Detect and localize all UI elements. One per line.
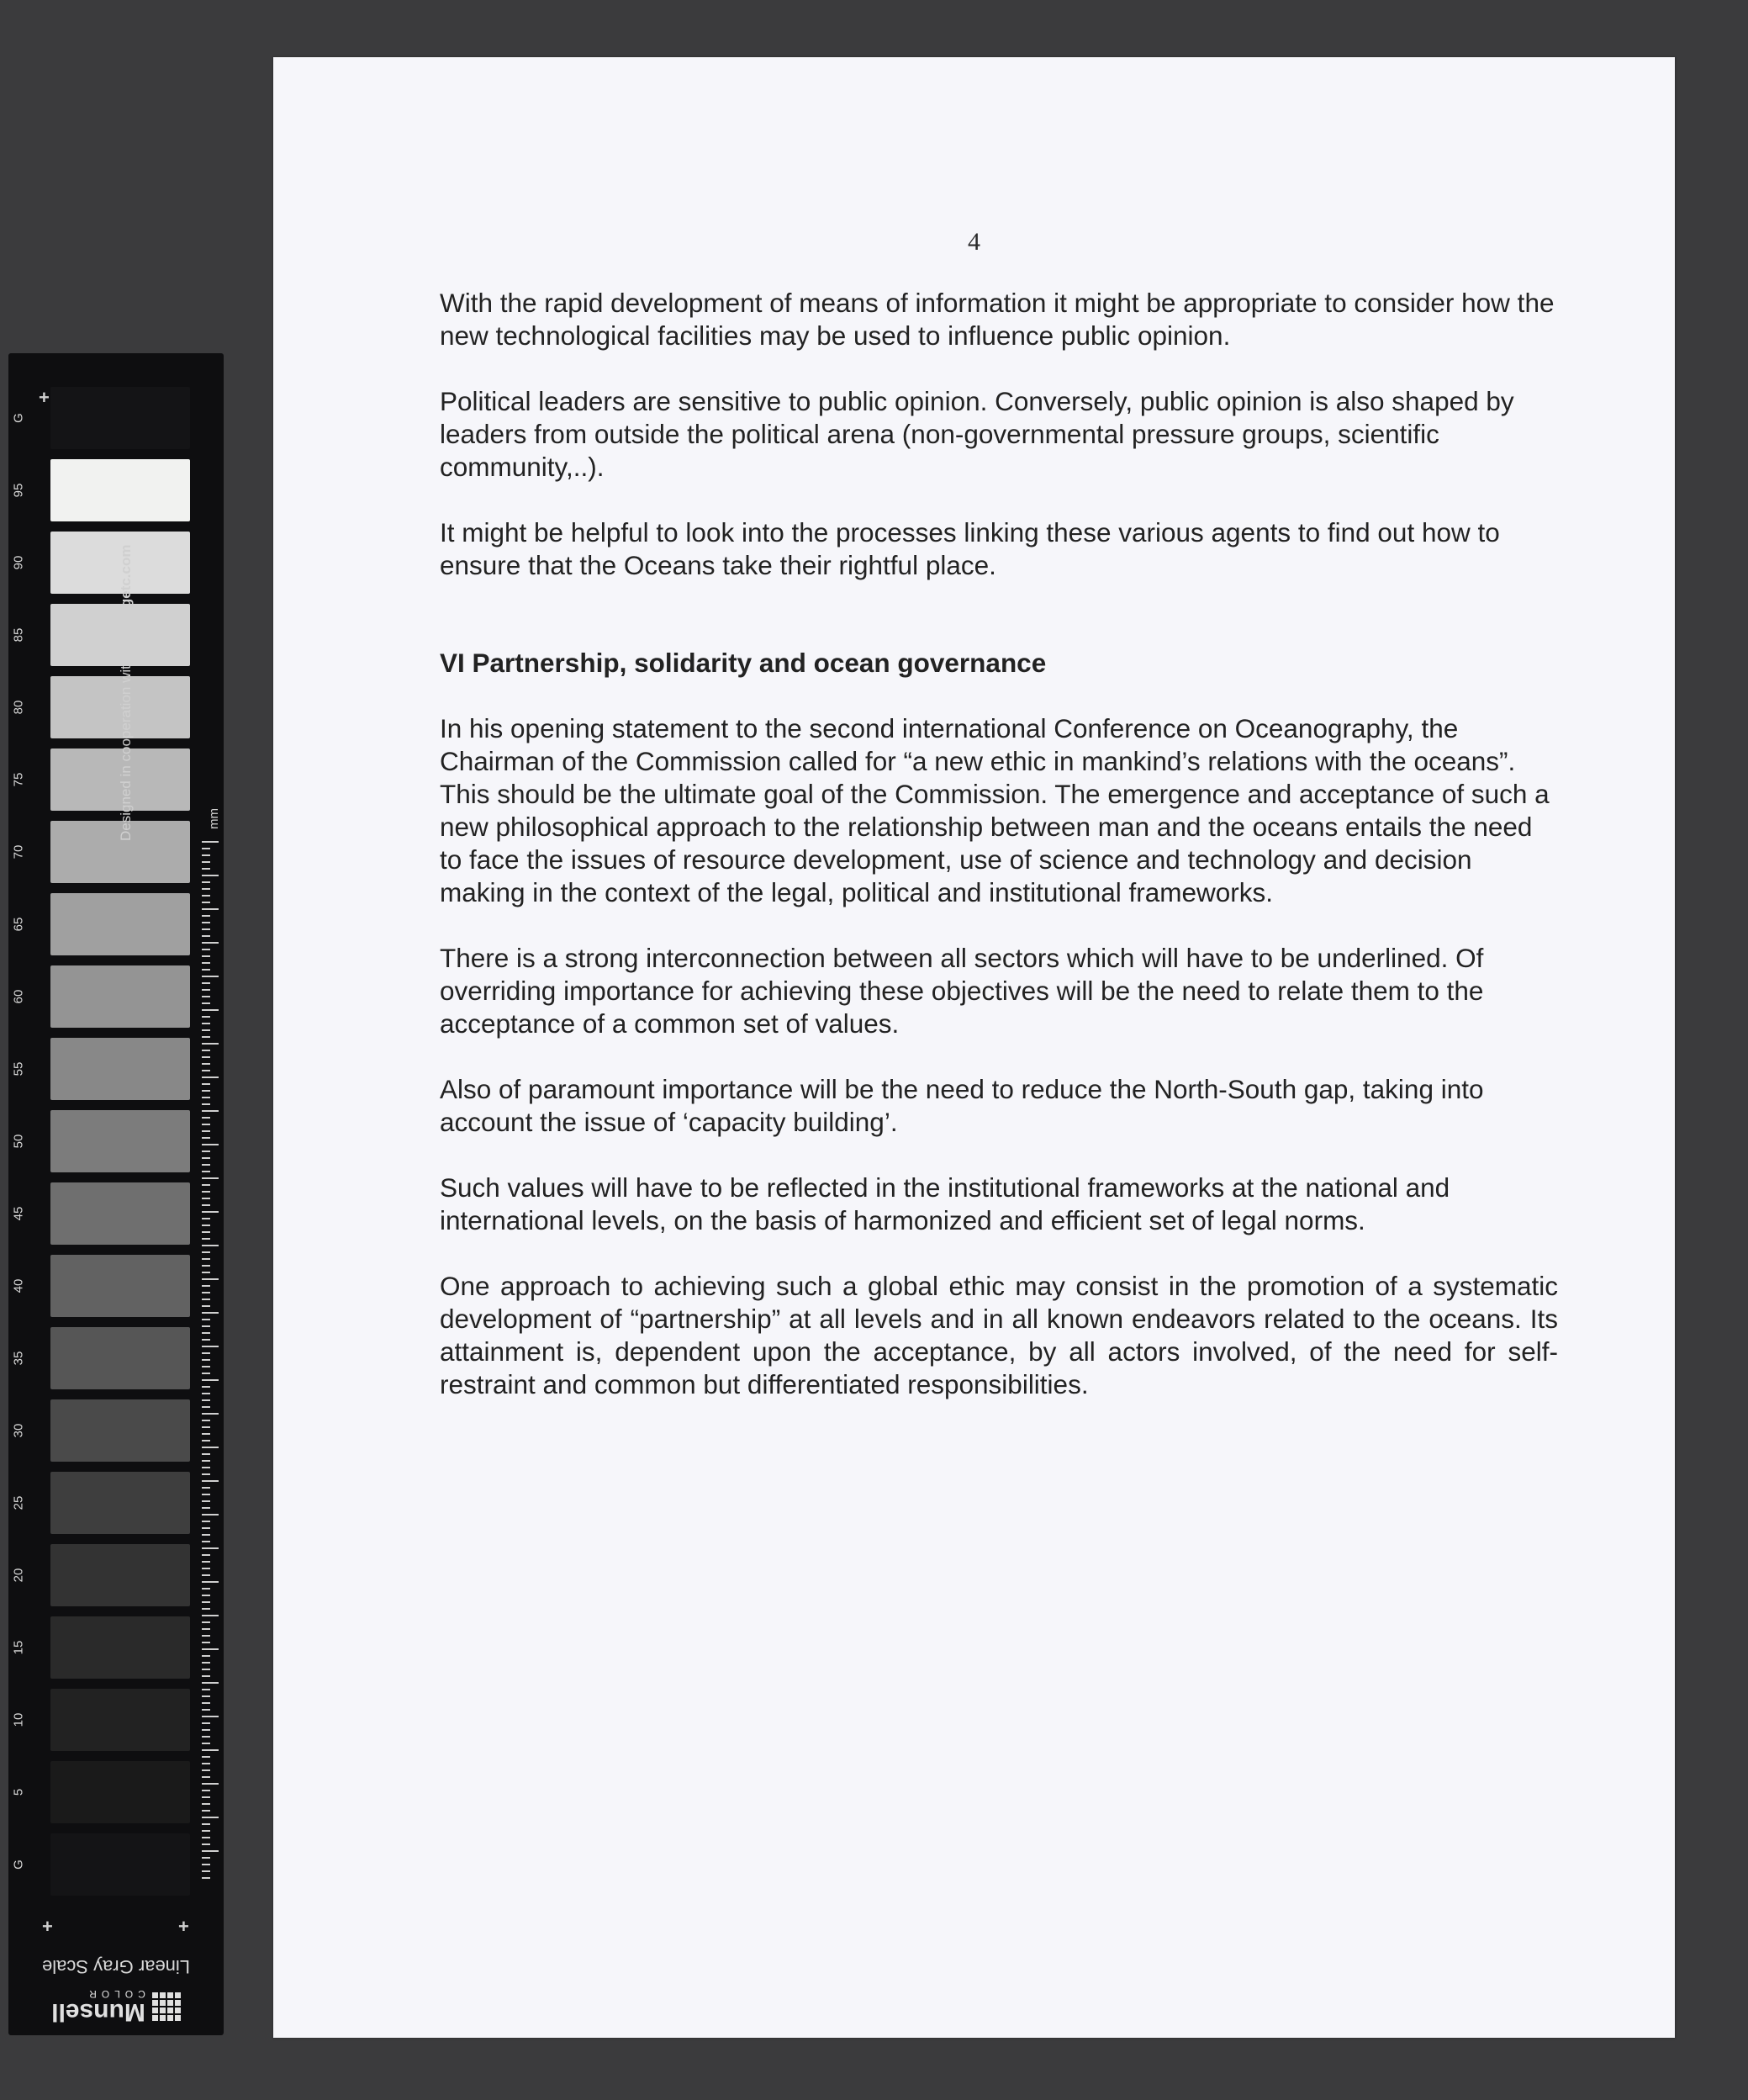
paragraph: Such values will have to be reflected in the institutional frameworks at the national and international levels, on the basis of harmonized and efficient set of legal norms. [440, 1172, 1450, 1235]
registration-mark: + [42, 1916, 53, 1937]
gray-swatch [11, 1327, 190, 1389]
gray-swatch [11, 1689, 190, 1751]
strip-credit: Designed in cooperation with imagingetc.com [118, 544, 134, 841]
registration-mark: + [39, 387, 50, 408]
swatch-label: 35 [11, 1351, 26, 1366]
swatch-label: G [11, 1859, 26, 1870]
swatch-label: 5 [11, 1788, 26, 1796]
munsell-grid-icon [152, 1992, 181, 2021]
gray-scale-strip [8, 353, 224, 2035]
paragraph: There is a strong interconnection between all sectors which will have to be underlined. Of overriding importance for achieving these objectives will be the need to relate them to the acceptance of a common set of values. [440, 943, 1484, 1039]
swatch-label: 95 [11, 483, 26, 498]
swatch-label: 70 [11, 844, 26, 860]
swatch-label: 50 [11, 1134, 26, 1149]
swatch-label: 80 [11, 700, 26, 715]
registration-mark: + [178, 1916, 189, 1937]
paragraph: Also of paramount importance will be the need to reduce the North-South gap, taking into account the issue of ‘capacity building’. [440, 1074, 1484, 1137]
swatch-label: 10 [11, 1712, 26, 1727]
paragraph: Political leaders are sensitive to public opinion. Conversely, public opinion is also shaped by leaders from outside the political arena (non-governmental pressure groups, scientific community,..). [440, 386, 1514, 482]
page-number: 4 [968, 228, 980, 256]
swatch-label: 65 [11, 917, 26, 932]
gray-swatch [11, 1761, 190, 1823]
swatch-label: 15 [11, 1640, 26, 1655]
swatch-label: 30 [11, 1423, 26, 1438]
gray-swatch [11, 1110, 190, 1172]
paragraph: In his opening statement to the second international Conference on Oceanography, the Chairman of the Commission called for “a new ethic in mankind’s relations with the oceans”. This should be the ultimate goal of the Commission. The emergence and acceptance of such a new philosophical approach to the relationship between man and the oceans entails the need to face the issues of resource development, use of science and technology and decision making in the context of the legal, political and institutional frameworks. [440, 713, 1550, 907]
gray-swatch [11, 1833, 190, 1896]
swatch-label: 75 [11, 772, 26, 787]
gray-swatch [11, 893, 190, 955]
gray-swatch [11, 459, 190, 521]
gray-swatch [11, 387, 190, 449]
gray-swatch [11, 1038, 190, 1100]
gray-swatch [11, 1399, 190, 1462]
swatch-label: 40 [11, 1278, 26, 1293]
gray-swatch [11, 965, 190, 1028]
gray-swatch [11, 1616, 190, 1679]
gray-swatch [11, 1182, 190, 1245]
ruler-unit: mm [207, 808, 221, 829]
swatch-label: 45 [11, 1206, 26, 1221]
section-heading: VI Partnership, solidarity and ocean governance [440, 648, 1047, 678]
brand-sub: COLOR [84, 1988, 145, 2000]
swatch-label: 55 [11, 1061, 26, 1076]
swatch-label: G [11, 413, 26, 423]
gray-swatch [11, 1544, 190, 1606]
document-body [440, 287, 1558, 1434]
gray-swatch [11, 1472, 190, 1534]
gray-swatch [11, 1255, 190, 1317]
paragraph: It might be helpful to look into the processes linking these various agents to find out how to ensure that the Oceans take their rightful place. [440, 517, 1500, 580]
paragraph: One approach to achieving such a global ethic may consist in the promotion of a systematic development of “partnership” at all levels and in all known endeavors related to the oceans. Its attainment is, dependent upon the acceptance, by all actors involved, of the need for self-restraint and common but differentiated responsibilities. [440, 1271, 1558, 1399]
munsell-logo [8, 1989, 224, 2024]
paragraph: With the rapid development of means of information it might be appropriate to consider how the new technological facilities may be used to influence public opinion. [440, 288, 1555, 351]
swatch-label: 85 [11, 627, 26, 643]
swatch-label: 60 [11, 989, 26, 1004]
swatch-label: 90 [11, 555, 26, 570]
mm-ruler-major-ticks [202, 841, 219, 1884]
swatch-label: 25 [11, 1495, 26, 1510]
strip-title: Linear Gray Scale [41, 1956, 191, 1977]
swatch-label: 20 [11, 1568, 26, 1583]
document-page [273, 57, 1675, 2038]
brand-name: Munsell [51, 1998, 145, 2026]
